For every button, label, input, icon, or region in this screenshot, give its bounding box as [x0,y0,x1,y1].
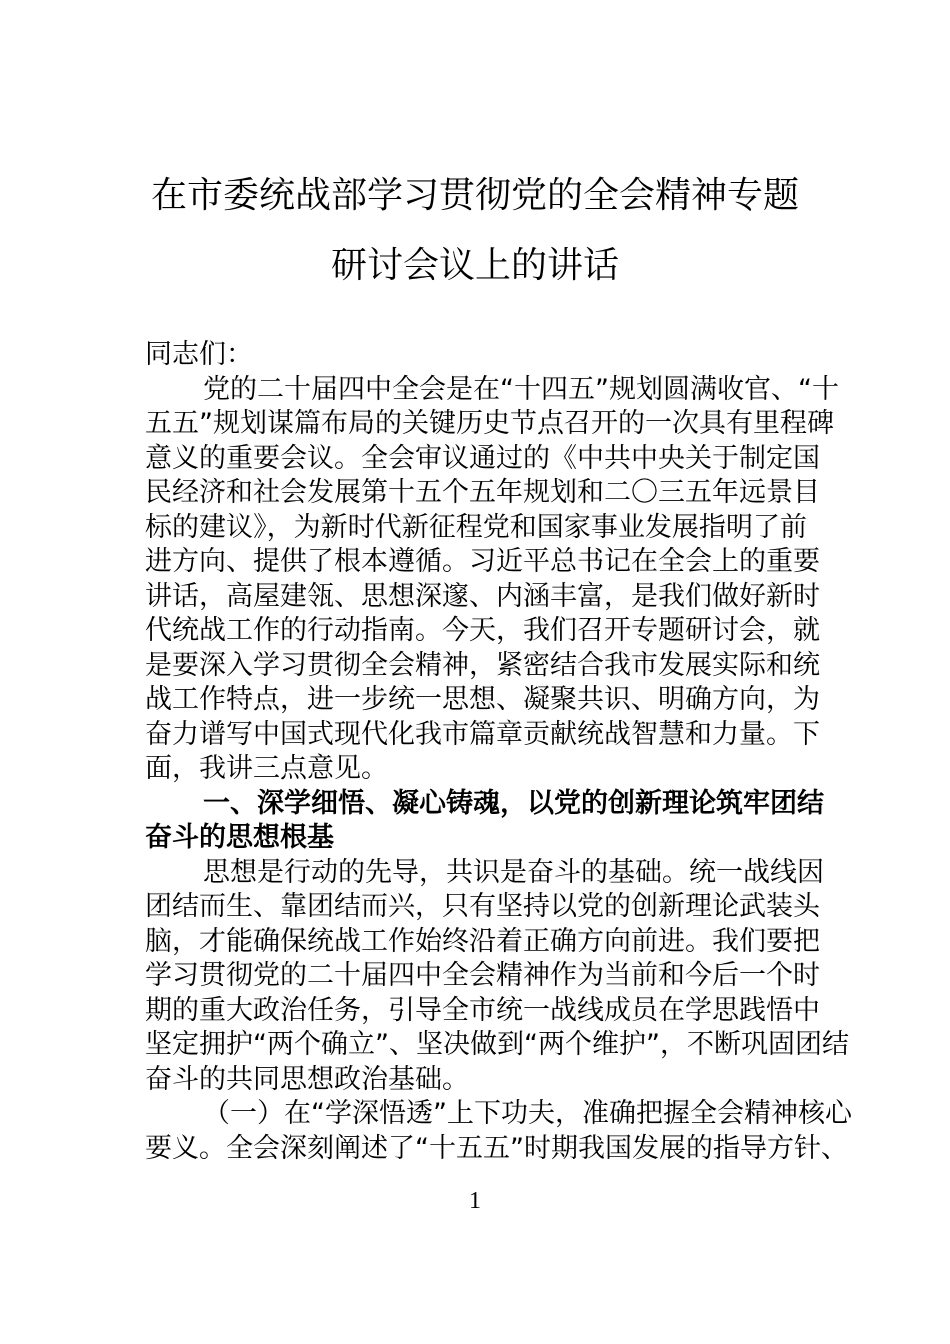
text-line: 奋斗的思想根基 [145,822,334,853]
text-line: 要义。全会深刻阐述了“十五五”时期我国发展的指导方针、 [145,1132,848,1164]
document-body [145,338,852,1166]
text-line: 讲话，高屋建瓴、思想深邃、内涵丰富，是我们做好新时 [145,580,820,612]
text-line: 坚定拥护“两个确立”、坚决做到“两个维护”，不断巩固团结 [145,1029,849,1060]
salutation: 同志们： [145,339,253,370]
text-line: 奋力谱写中国式现代化我市篇章贡献统战智慧和力量。下 [145,718,820,750]
text-line: 一、深学细悟、凝心铸魂，以党的创新理论筑牢团结 [203,787,824,819]
text-line: 代统战工作的行动指南。今天，我们召开专题研讨会，就 [145,615,820,646]
text-line: 学习贯彻党的二十届四中全会精神作为当前和今后一个时 [145,960,820,991]
text-line: 团结而生、靠团结而兴，只有坚持以党的创新理论武装头 [145,891,820,922]
text-line: 脑，才能确保统战工作始终沿着正确方向前进。我们要把 [145,925,820,957]
text-line: 五五”规划谋篇布局的关键历史节点召开的一次具有里程碑 [145,408,834,439]
text-line: 战工作特点，进一步统一思想、凝聚共识、明确方向，为 [145,684,820,715]
text-line: （一）在“学深悟透”上下功夫，准确把握全会精神核心 [203,1098,852,1129]
paragraph [145,856,849,1098]
text-line: 党的二十届四中全会是在“十四五”规划圆满收官、“十 [203,373,839,405]
text-line: 是要深入学习贯彻全会精神，紧密结合我市发展实际和统 [145,649,820,681]
text-line: 进方向、提供了根本遵循。习近平总书记在全会上的重要 [145,546,820,577]
document-title-line-2: 研讨会议上的讲话 [330,245,619,286]
paragraph [145,1097,852,1166]
document-title-line-1: 在市委统战部学习贯彻党的全会精神专题 [150,175,799,216]
text-line: 思想是行动的先导，共识是奋斗的基础。统一战线因 [203,856,824,888]
text-line: 期的重大政治任务，引导全市统一战线成员在学思践悟中 [145,994,820,1026]
section-heading [145,787,824,856]
text-line: 奋斗的共同思想政治基础。 [145,1063,469,1095]
text-line: 面，我讲三点意见。 [145,753,388,784]
page-number: 1 [469,1188,481,1214]
text-line: 民经济和社会发展第十五个五年规划和二〇三五年远景目 [145,477,820,508]
text-line: 标的建议》，为新时代新征程党和国家事业发展指明了前 [145,511,807,543]
text-line: 意义的重要会议。全会审议通过的《中共中央关于制定国 [145,442,820,474]
paragraph [145,373,839,787]
